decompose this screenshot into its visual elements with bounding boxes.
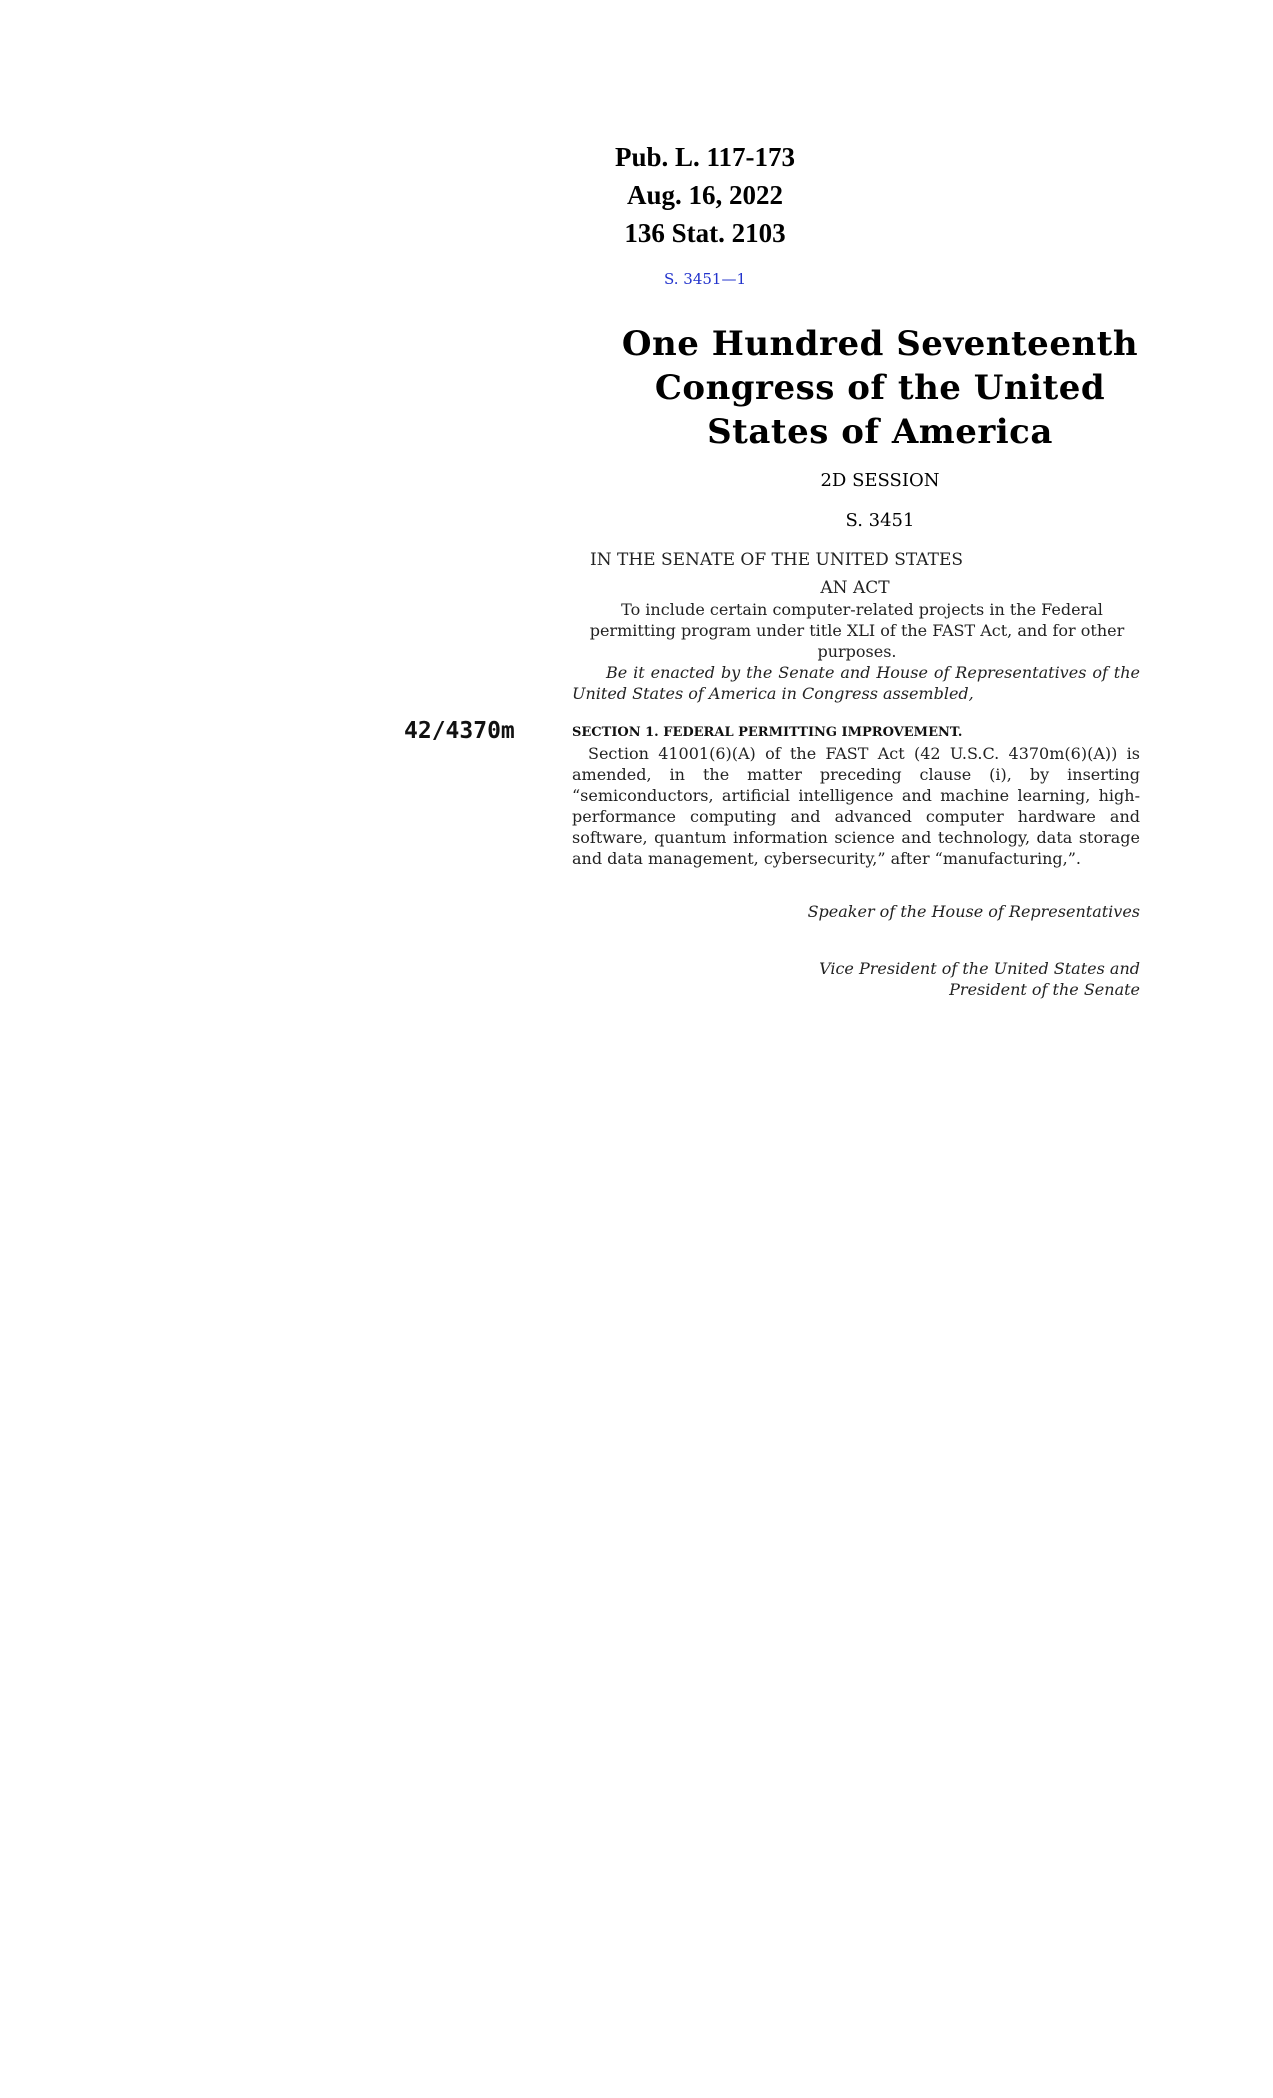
session-label: 2D SESSION	[820, 470, 940, 491]
statute-citation: 136 Stat. 2103	[624, 218, 786, 248]
chamber-line: IN THE SENATE OF THE UNITED STATES	[590, 550, 964, 570]
act-purpose: To include certain computer-related projects in the Federal permitting program under title XLI of the FAST Act, and for other purposes.	[589, 600, 1125, 661]
bill-number: S. 3451	[845, 510, 915, 531]
speaker-signature-line: Speaker of the House of Representatives	[807, 902, 1140, 921]
section-body: Section 41001(6)(A) of the FAST Act (42 U.S.C. 4370m(6)(A)) is amended, in the matter preceding clause (i), by inserting “semiconductors, artificial intelligence and machine learning, high-performance computing and advanced computer hardware and software, quantum information science and technology, data storage and data management, cybersecurity,” after “manufacturing,”.	[572, 744, 1140, 868]
law-citation-header	[560, 138, 850, 252]
bill-page-link[interactable]: S. 3451—1	[664, 270, 746, 288]
act-label: AN ACT	[820, 578, 890, 598]
public-law-number: Pub. L. 117-173	[614, 142, 796, 172]
enactment-date: Aug. 16, 2022	[626, 180, 783, 210]
section-heading: SECTION 1. FEDERAL PERMITTING IMPROVEMENT.	[572, 725, 963, 740]
congress-title: One Hundred Seventeenth Congress of the United States of America	[621, 324, 1139, 452]
vice-president-signature-line	[700, 958, 1140, 1000]
vp-title-line-1: Vice President of the United States and	[819, 959, 1140, 978]
margin-citation: 42/4370m	[404, 718, 515, 744]
enacting-clause: Be it enacted by the Senate and House of Representatives of the United States of America in Congress assembled,	[572, 663, 1140, 703]
vp-title-line-2: President of the Senate	[949, 980, 1140, 999]
